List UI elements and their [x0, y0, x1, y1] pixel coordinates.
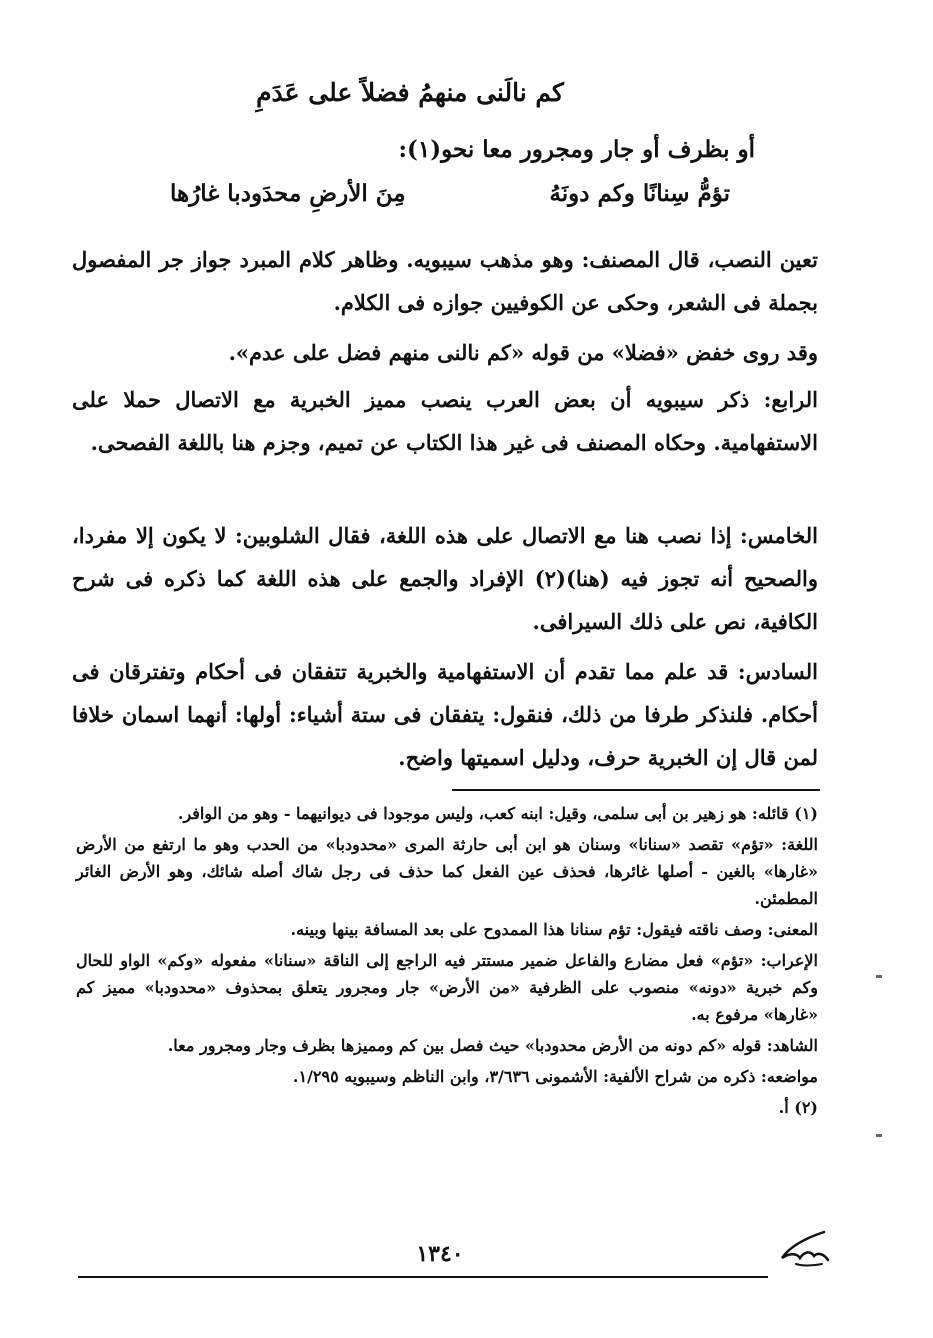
footnote-separator [452, 789, 820, 791]
footnote-2: (٢) أ. [778, 1098, 818, 1117]
paragraph-3: الرابع: ذكر سيبويه أن بعض العرب ينصب مميز الخبرية مع الاتصال حملا على الاستفهامية. وحكاه المصنف فى غير هذا الكتاب عن تميم، وجزم هنا باللغة الفصحى. [72, 387, 818, 455]
footnotes [76, 800, 818, 1125]
paragraph-5: السادس: قد علم مما تقدم أن الاستفهامية والخبرية تتفقان فى أحكام وتفترقان فى أحكام. فلنذكر طرفا من ذلك، فنقول: يتفقان فى ستة أشياء: أولها: أنهما اسمان خلافا لمن قال إن الخبرية حرف، ودليل اسميتها واضح. [72, 659, 818, 770]
footnote-1-meaning: المعنى: وصف ناقته فيقول: تؤم سنانا هذا الممدوح على بعد المسافة بينها وبينه. [290, 920, 818, 939]
verse-first-hemistich: تؤمُّ سِنانًا وكم دونَهُ [549, 180, 730, 207]
scan-speck [876, 1134, 882, 1137]
footnote-1-source: (١) قائله: هو زهير بن أبى سلمى، وقيل: ابنه كعب، وليس موجودا فى ديوانيهما - وهو من الوافر. [177, 804, 818, 823]
footnote-1-references: مواضعه: ذكره من شراح الألفية: الأشمونى ٣/٦٣٦، وابن الناظم وسيبويه ١/٢٩٥. [292, 1067, 818, 1086]
paragraph-1: تعين النصب، قال المصنف: وهو مذهب سيبويه. وظاهر كلام المبرد جواز جر المفصول بجملة فى الشعر، وحكى عن الكوفيين جوازه فى الكلام. [72, 247, 818, 315]
paragraph-4: الخامس: إذا نصب هنا مع الاتصال على هذه اللغة، فقال الشلوبين: لا يكون إلا مفردا، والصحيح أنه تجوز فيه (هنا)(٢) الإفراد والجمع على هذه اللغة كما ذكره فى شرح الكافية، نص على ذلك السيرافى. [72, 523, 818, 634]
footnote-1-language: اللغة: «تؤم» تقصد «سنانا» وسنان هو ابن أبى حارثة المرى «محدودبا» من الحدب وهو ما ارتفع من الأرض «غارها» بالغين - أصلها غائرها، فحذف عين الفعل كما حذف فى رجل شاك أصله شائك، وهو الأرض الغائر المطمئن. [76, 835, 819, 908]
handwritten-mark [776, 1224, 832, 1272]
verse-intro: أو بظرف أو جار ومجرور معا نحو(١): [398, 136, 755, 163]
verse-line [170, 180, 730, 207]
footnote-1-parsing: الإعراب: «تؤم» فعل مضارع والفاعل ضمير مستتر فيه الراجع إلى الناقة «سنانا» مفعوله «وكم» الواو للحال وكم خبرية «دونه» منصوب على الظرفية «من الأرض» جار ومجرور يتعلق بمحذوف «محدودبا» مميز كم «غارها» مرفوع به. [76, 951, 818, 1024]
verse-second-hemistich: مِنَ الأرضِ محدَودبا غارُها [170, 180, 406, 207]
page-number: ١٣٤٠ [416, 1241, 464, 1267]
verse-title: كم نالَنى منهمُ فضلاً على عَدَمِ [256, 78, 564, 107]
scan-speck [876, 975, 882, 978]
bottom-rule [78, 1276, 768, 1278]
footnote-1-evidence: الشاهد: قوله «كم دونه من الأرض محدودبا» حيث فصل بين كم ومميزها بظرف وجار ومجرور معا. [167, 1036, 818, 1055]
paragraph-2: وقد روى خفض «فضلا» من قوله «كم نالنى منهم فضل على عدم». [228, 340, 818, 365]
